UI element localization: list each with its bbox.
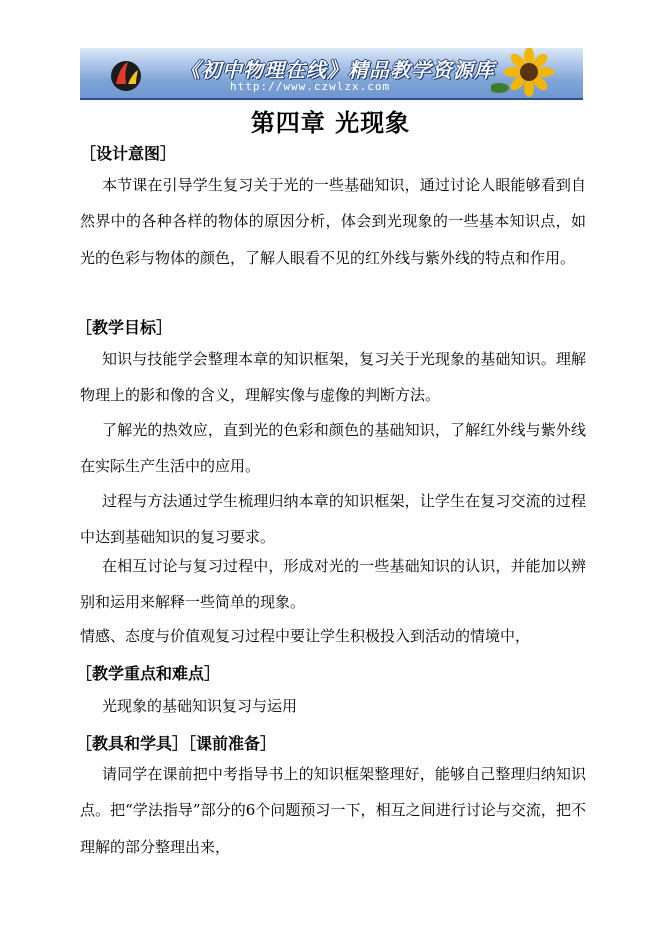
paragraph-key-points: 光现象的基础知识复习与运用 — [102, 697, 298, 715]
heading-key-points: ［教学重点和难点］ — [76, 664, 221, 683]
paragraph-goals-heat: 了解光的热效应，直到光的色彩和颜色的基础知识，了解红外线与紫外线在实际生产生活中的应用。 — [80, 421, 586, 476]
site-logo-icon — [106, 54, 146, 94]
paragraph-goals-knowledge: 知识与技能学会整理本章的知识框架，复习关于光现象的基础知识。理解物理上的影和像的含义，理解实像与虚像的判断方法。 — [80, 350, 586, 405]
paragraph-goals-discussion: 在相互讨论与复习过程中，形成对光的一些基础知识的认识，并能加以辨别和运用来解释一些简单的现象。 — [80, 557, 586, 612]
paragraph-goals-emotion: 情感、态度与价值观复习过程中要让学生积极投入到活动的情境中， — [80, 627, 531, 645]
chapter-title: 第四章 光现象 — [250, 108, 411, 137]
heading-teaching-goals: ［教学目标］ — [76, 318, 173, 337]
heading-design-intent: ［设计意图］ — [80, 144, 177, 163]
sunflower-icon — [491, 48, 561, 98]
banner-title: 《初中物理在线》精品教学资源库 — [180, 58, 495, 82]
paragraph-design-intent: 本节课在引导学生复习关于光的一些基础知识，通过讨论人眼能够看到自然界中的各种各样的物体的原因分析，体会到光现象的一些基本知识点，如光的色彩与物体的颜色，了解人眼看不见的红外线与紫外线的特点和作用。 — [80, 176, 586, 267]
header-banner — [80, 48, 583, 100]
heading-tools-preparation: ［教具和学具］［课前准备］ — [76, 734, 277, 753]
paragraph-goals-process: 过程与方法通过学生梳理归纳本章的知识框架，让学生在复习交流的过程中达到基础知识的复习要求。 — [80, 492, 586, 547]
banner-url: http://www.czwlzx.com — [230, 80, 391, 93]
paragraph-tools-preparation: 请同学在课前把中考指导书上的知识框架整理好，能够自己整理归纳知识点。把“学法指导”部分的6个问题预习一下，相互之间进行讨论与交流，把不理解的部分整理出来， — [80, 765, 586, 856]
